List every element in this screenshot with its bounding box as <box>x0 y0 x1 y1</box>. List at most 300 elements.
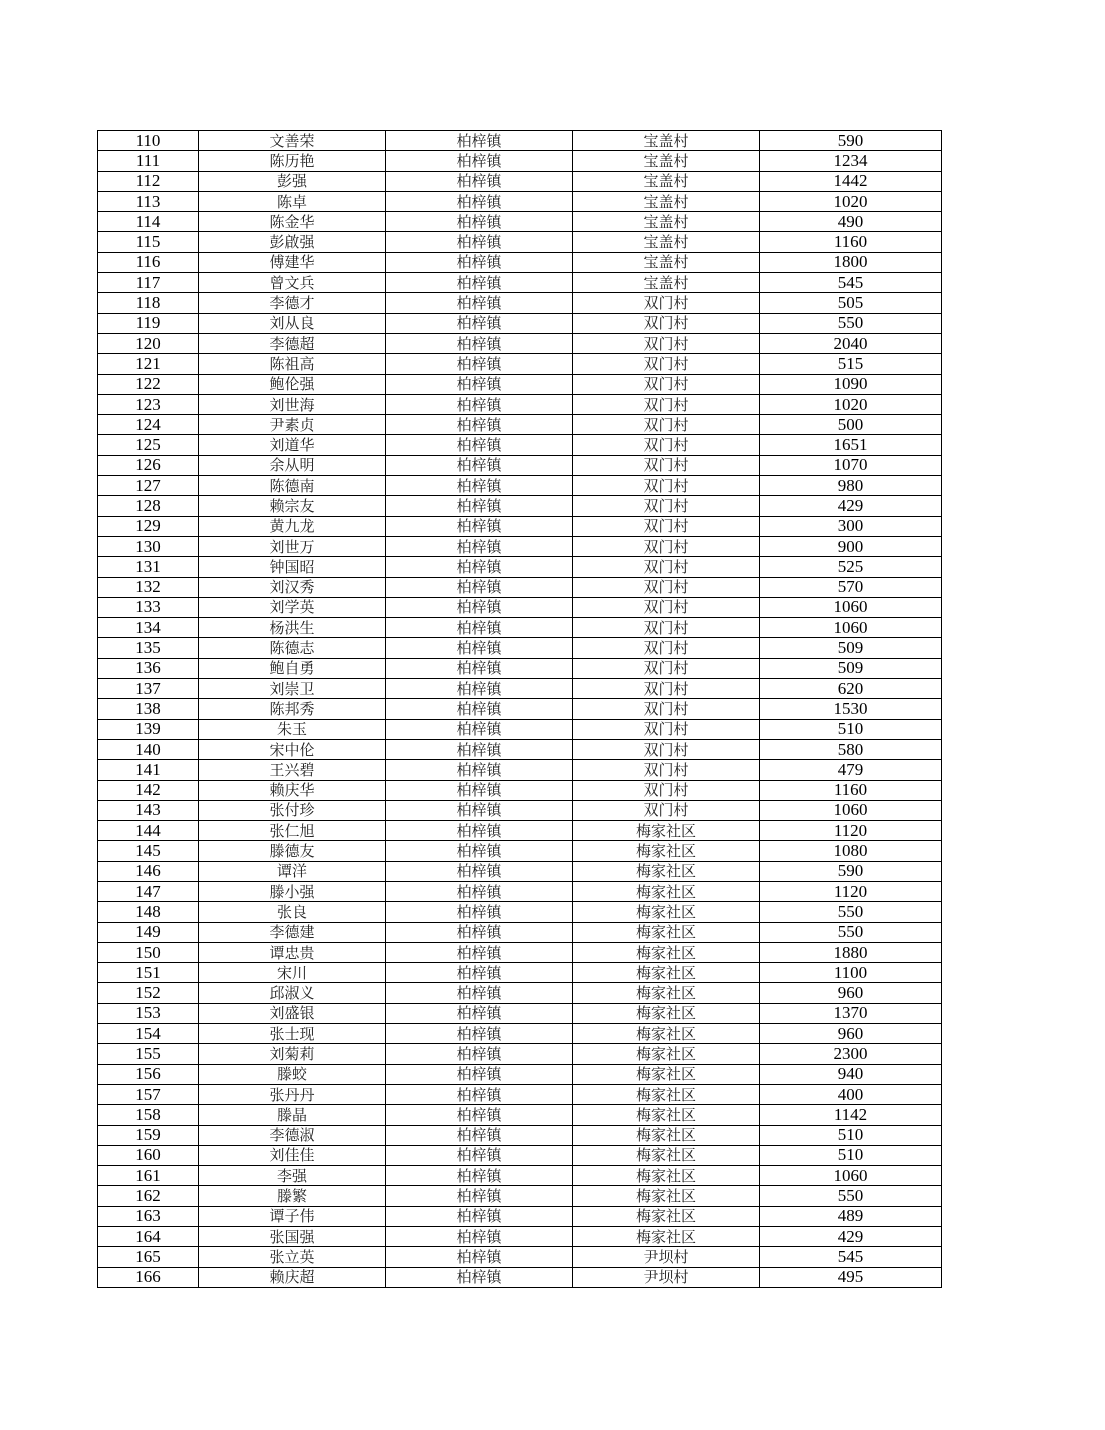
person-name-cell: 赖庆超 <box>199 1267 386 1287</box>
table-row <box>98 415 942 435</box>
village-name-cell: 双门村 <box>573 415 760 435</box>
table-row <box>98 1166 942 1186</box>
row-number-cell: 144 <box>98 821 199 841</box>
table-row <box>98 841 942 861</box>
person-name-cell: 刘世海 <box>199 394 386 414</box>
village-name-cell: 尹坝村 <box>573 1247 760 1267</box>
amount-value-cell: 545 <box>760 273 942 293</box>
row-number-cell: 110 <box>98 131 199 151</box>
town-name-cell: 柏梓镇 <box>386 131 573 151</box>
amount-value-cell: 509 <box>760 638 942 658</box>
table-row <box>98 861 942 881</box>
amount-value-cell: 1060 <box>760 597 942 617</box>
person-name-cell: 张国强 <box>199 1227 386 1247</box>
town-name-cell: 柏梓镇 <box>386 1145 573 1165</box>
row-number-cell: 129 <box>98 516 199 536</box>
town-name-cell: 柏梓镇 <box>386 1166 573 1186</box>
amount-value-cell: 1651 <box>760 435 942 455</box>
town-name-cell: 柏梓镇 <box>386 760 573 780</box>
amount-value-cell: 1442 <box>760 171 942 191</box>
amount-value-cell: 2040 <box>760 333 942 353</box>
village-name-cell: 梅家社区 <box>573 922 760 942</box>
village-name-cell: 双门村 <box>573 699 760 719</box>
row-number-cell: 146 <box>98 861 199 881</box>
table-row <box>98 1125 942 1145</box>
amount-value-cell: 479 <box>760 760 942 780</box>
village-name-cell: 宝盖村 <box>573 151 760 171</box>
village-name-cell: 双门村 <box>573 760 760 780</box>
person-name-cell: 王兴碧 <box>199 760 386 780</box>
person-name-cell: 滕蛟 <box>199 1064 386 1084</box>
amount-value-cell: 1530 <box>760 699 942 719</box>
person-name-cell: 张付珍 <box>199 800 386 820</box>
village-name-cell: 双门村 <box>573 354 760 374</box>
village-name-cell: 双门村 <box>573 536 760 556</box>
person-name-cell: 钟国昭 <box>199 557 386 577</box>
person-name-cell: 刘盛银 <box>199 1003 386 1023</box>
village-name-cell: 双门村 <box>573 638 760 658</box>
row-number-cell: 118 <box>98 293 199 313</box>
table-row <box>98 597 942 617</box>
town-name-cell: 柏梓镇 <box>386 699 573 719</box>
village-name-cell: 梅家社区 <box>573 1084 760 1104</box>
row-number-cell: 143 <box>98 800 199 820</box>
town-name-cell: 柏梓镇 <box>386 739 573 759</box>
table-row <box>98 1227 942 1247</box>
person-name-cell: 朱玉 <box>199 719 386 739</box>
row-number-cell: 130 <box>98 536 199 556</box>
town-name-cell: 柏梓镇 <box>386 171 573 191</box>
town-name-cell: 柏梓镇 <box>386 354 573 374</box>
amount-value-cell: 1070 <box>760 455 942 475</box>
row-number-cell: 128 <box>98 496 199 516</box>
person-name-cell: 陈德志 <box>199 638 386 658</box>
village-name-cell: 梅家社区 <box>573 983 760 1003</box>
person-name-cell: 余从明 <box>199 455 386 475</box>
village-name-cell: 双门村 <box>573 516 760 536</box>
row-number-cell: 155 <box>98 1044 199 1064</box>
town-name-cell: 柏梓镇 <box>386 719 573 739</box>
table-row <box>98 252 942 272</box>
row-number-cell: 151 <box>98 963 199 983</box>
row-number-cell: 114 <box>98 212 199 232</box>
person-name-cell: 尹素贞 <box>199 415 386 435</box>
town-name-cell: 柏梓镇 <box>386 232 573 252</box>
person-name-cell: 杨洪生 <box>199 618 386 638</box>
row-number-cell: 147 <box>98 881 199 901</box>
amount-value-cell: 510 <box>760 1125 942 1145</box>
town-name-cell: 柏梓镇 <box>386 618 573 638</box>
row-number-cell: 166 <box>98 1267 199 1287</box>
village-name-cell: 双门村 <box>573 374 760 394</box>
row-number-cell: 122 <box>98 374 199 394</box>
person-name-cell: 刘世万 <box>199 536 386 556</box>
amount-value-cell: 545 <box>760 1247 942 1267</box>
row-number-cell: 112 <box>98 171 199 191</box>
table-row <box>98 881 942 901</box>
village-name-cell: 宝盖村 <box>573 232 760 252</box>
table-row <box>98 1267 942 1287</box>
person-name-cell: 滕德友 <box>199 841 386 861</box>
person-name-cell: 刘菊莉 <box>199 1044 386 1064</box>
table-row <box>98 333 942 353</box>
amount-value-cell: 400 <box>760 1084 942 1104</box>
row-number-cell: 156 <box>98 1064 199 1084</box>
town-name-cell: 柏梓镇 <box>386 780 573 800</box>
town-name-cell: 柏梓镇 <box>386 597 573 617</box>
village-name-cell: 双门村 <box>573 496 760 516</box>
town-name-cell: 柏梓镇 <box>386 1206 573 1226</box>
town-name-cell: 柏梓镇 <box>386 293 573 313</box>
town-name-cell: 柏梓镇 <box>386 861 573 881</box>
row-number-cell: 163 <box>98 1206 199 1226</box>
village-name-cell: 双门村 <box>573 557 760 577</box>
amount-value-cell: 515 <box>760 354 942 374</box>
amount-value-cell: 2300 <box>760 1044 942 1064</box>
village-name-cell: 梅家社区 <box>573 841 760 861</box>
table-row <box>98 719 942 739</box>
town-name-cell: 柏梓镇 <box>386 333 573 353</box>
town-name-cell: 柏梓镇 <box>386 1227 573 1247</box>
row-number-cell: 131 <box>98 557 199 577</box>
village-name-cell: 梅家社区 <box>573 1186 760 1206</box>
row-number-cell: 132 <box>98 577 199 597</box>
person-name-cell: 李德才 <box>199 293 386 313</box>
town-name-cell: 柏梓镇 <box>386 1084 573 1104</box>
person-name-cell: 李德超 <box>199 333 386 353</box>
table-row <box>98 760 942 780</box>
table-row <box>98 800 942 820</box>
person-name-cell: 傅建华 <box>199 252 386 272</box>
person-name-cell: 张士现 <box>199 1024 386 1044</box>
row-number-cell: 145 <box>98 841 199 861</box>
table-body <box>98 131 942 1288</box>
amount-value-cell: 960 <box>760 983 942 1003</box>
table-row <box>98 699 942 719</box>
town-name-cell: 柏梓镇 <box>386 1003 573 1023</box>
town-name-cell: 柏梓镇 <box>386 557 573 577</box>
village-name-cell: 梅家社区 <box>573 1145 760 1165</box>
village-name-cell: 双门村 <box>573 679 760 699</box>
person-name-cell: 曾文兵 <box>199 273 386 293</box>
town-name-cell: 柏梓镇 <box>386 902 573 922</box>
amount-value-cell: 1120 <box>760 881 942 901</box>
amount-value-cell: 1100 <box>760 963 942 983</box>
row-number-cell: 158 <box>98 1105 199 1125</box>
person-name-cell: 陈金华 <box>199 212 386 232</box>
person-name-cell: 滕繁 <box>199 1186 386 1206</box>
table-row <box>98 638 942 658</box>
amount-value-cell: 509 <box>760 658 942 678</box>
row-number-cell: 164 <box>98 1227 199 1247</box>
village-name-cell: 宝盖村 <box>573 171 760 191</box>
person-name-cell: 彭强 <box>199 171 386 191</box>
table-row <box>98 1186 942 1206</box>
village-name-cell: 梅家社区 <box>573 1024 760 1044</box>
amount-value-cell: 590 <box>760 861 942 881</box>
village-name-cell: 双门村 <box>573 719 760 739</box>
town-name-cell: 柏梓镇 <box>386 273 573 293</box>
town-name-cell: 柏梓镇 <box>386 394 573 414</box>
village-name-cell: 双门村 <box>573 618 760 638</box>
amount-value-cell: 590 <box>760 131 942 151</box>
table-row <box>98 313 942 333</box>
table-row <box>98 394 942 414</box>
table-row <box>98 212 942 232</box>
town-name-cell: 柏梓镇 <box>386 476 573 496</box>
person-name-cell: 宋中伦 <box>199 739 386 759</box>
amount-value-cell: 1060 <box>760 1166 942 1186</box>
village-name-cell: 尹坝村 <box>573 1267 760 1287</box>
amount-value-cell: 960 <box>760 1024 942 1044</box>
row-number-cell: 149 <box>98 922 199 942</box>
amount-value-cell: 570 <box>760 577 942 597</box>
table-row <box>98 983 942 1003</box>
village-name-cell: 双门村 <box>573 597 760 617</box>
village-name-cell: 双门村 <box>573 780 760 800</box>
amount-value-cell: 490 <box>760 212 942 232</box>
town-name-cell: 柏梓镇 <box>386 577 573 597</box>
person-name-cell: 李德淑 <box>199 1125 386 1145</box>
row-number-cell: 136 <box>98 658 199 678</box>
person-name-cell: 文善荣 <box>199 131 386 151</box>
village-name-cell: 双门村 <box>573 455 760 475</box>
person-name-cell: 滕小强 <box>199 881 386 901</box>
row-number-cell: 117 <box>98 273 199 293</box>
data-table <box>97 130 942 1288</box>
person-name-cell: 鲍伦强 <box>199 374 386 394</box>
person-name-cell: 张丹丹 <box>199 1084 386 1104</box>
row-number-cell: 165 <box>98 1247 199 1267</box>
town-name-cell: 柏梓镇 <box>386 841 573 861</box>
table-row <box>98 1105 942 1125</box>
town-name-cell: 柏梓镇 <box>386 1044 573 1064</box>
town-name-cell: 柏梓镇 <box>386 881 573 901</box>
person-name-cell: 赖宗友 <box>199 496 386 516</box>
row-number-cell: 116 <box>98 252 199 272</box>
row-number-cell: 113 <box>98 191 199 211</box>
village-name-cell: 宝盖村 <box>573 212 760 232</box>
town-name-cell: 柏梓镇 <box>386 963 573 983</box>
table-row <box>98 679 942 699</box>
table-row <box>98 1064 942 1084</box>
row-number-cell: 120 <box>98 333 199 353</box>
village-name-cell: 梅家社区 <box>573 1206 760 1226</box>
town-name-cell: 柏梓镇 <box>386 496 573 516</box>
table-row <box>98 577 942 597</box>
row-number-cell: 141 <box>98 760 199 780</box>
person-name-cell: 宋川 <box>199 963 386 983</box>
village-name-cell: 梅家社区 <box>573 881 760 901</box>
row-number-cell: 133 <box>98 597 199 617</box>
amount-value-cell: 1800 <box>760 252 942 272</box>
table-row <box>98 922 942 942</box>
town-name-cell: 柏梓镇 <box>386 191 573 211</box>
person-name-cell: 张良 <box>199 902 386 922</box>
town-name-cell: 柏梓镇 <box>386 374 573 394</box>
town-name-cell: 柏梓镇 <box>386 536 573 556</box>
row-number-cell: 152 <box>98 983 199 1003</box>
person-name-cell: 刘道华 <box>199 435 386 455</box>
person-name-cell: 张仁旭 <box>199 821 386 841</box>
amount-value-cell: 550 <box>760 902 942 922</box>
amount-value-cell: 300 <box>760 516 942 536</box>
table-row <box>98 1206 942 1226</box>
village-name-cell: 双门村 <box>573 658 760 678</box>
table-row <box>98 374 942 394</box>
row-number-cell: 134 <box>98 618 199 638</box>
table-row <box>98 821 942 841</box>
person-name-cell: 彭啟强 <box>199 232 386 252</box>
table-row <box>98 1024 942 1044</box>
table-row <box>98 171 942 191</box>
amount-value-cell: 1142 <box>760 1105 942 1125</box>
table-row <box>98 476 942 496</box>
amount-value-cell: 550 <box>760 922 942 942</box>
table-row <box>98 354 942 374</box>
town-name-cell: 柏梓镇 <box>386 313 573 333</box>
row-number-cell: 127 <box>98 476 199 496</box>
town-name-cell: 柏梓镇 <box>386 983 573 1003</box>
town-name-cell: 柏梓镇 <box>386 435 573 455</box>
table-row <box>98 273 942 293</box>
person-name-cell: 张立英 <box>199 1247 386 1267</box>
village-name-cell: 宝盖村 <box>573 191 760 211</box>
village-name-cell: 梅家社区 <box>573 1064 760 1084</box>
town-name-cell: 柏梓镇 <box>386 922 573 942</box>
town-name-cell: 柏梓镇 <box>386 1247 573 1267</box>
table-row <box>98 191 942 211</box>
person-name-cell: 陈历艳 <box>199 151 386 171</box>
row-number-cell: 125 <box>98 435 199 455</box>
row-number-cell: 137 <box>98 679 199 699</box>
table-row <box>98 1145 942 1165</box>
village-name-cell: 宝盖村 <box>573 273 760 293</box>
amount-value-cell: 429 <box>760 496 942 516</box>
table-row <box>98 658 942 678</box>
amount-value-cell: 489 <box>760 1206 942 1226</box>
table-row <box>98 455 942 475</box>
person-name-cell: 邱淑义 <box>199 983 386 1003</box>
person-name-cell: 刘汉秀 <box>199 577 386 597</box>
town-name-cell: 柏梓镇 <box>386 942 573 962</box>
table-row <box>98 293 942 313</box>
amount-value-cell: 620 <box>760 679 942 699</box>
person-name-cell: 滕晶 <box>199 1105 386 1125</box>
table-row <box>98 739 942 759</box>
amount-value-cell: 900 <box>760 536 942 556</box>
row-number-cell: 139 <box>98 719 199 739</box>
table-row <box>98 1044 942 1064</box>
amount-value-cell: 1880 <box>760 942 942 962</box>
table-row <box>98 1084 942 1104</box>
town-name-cell: 柏梓镇 <box>386 821 573 841</box>
row-number-cell: 135 <box>98 638 199 658</box>
person-name-cell: 陈邦秀 <box>199 699 386 719</box>
table-row <box>98 435 942 455</box>
village-name-cell: 宝盖村 <box>573 131 760 151</box>
village-name-cell: 双门村 <box>573 800 760 820</box>
table-row <box>98 1247 942 1267</box>
amount-value-cell: 1090 <box>760 374 942 394</box>
person-name-cell: 刘崇卫 <box>199 679 386 699</box>
person-name-cell: 赖庆华 <box>199 780 386 800</box>
table-row <box>98 131 942 151</box>
village-name-cell: 梅家社区 <box>573 861 760 881</box>
table-row <box>98 516 942 536</box>
amount-value-cell: 510 <box>760 719 942 739</box>
amount-value-cell: 940 <box>760 1064 942 1084</box>
town-name-cell: 柏梓镇 <box>386 800 573 820</box>
village-name-cell: 梅家社区 <box>573 1003 760 1023</box>
amount-value-cell: 500 <box>760 415 942 435</box>
amount-value-cell: 1060 <box>760 618 942 638</box>
town-name-cell: 柏梓镇 <box>386 658 573 678</box>
village-name-cell: 梅家社区 <box>573 1044 760 1064</box>
row-number-cell: 121 <box>98 354 199 374</box>
village-name-cell: 梅家社区 <box>573 1105 760 1125</box>
amount-value-cell: 550 <box>760 1186 942 1206</box>
town-name-cell: 柏梓镇 <box>386 638 573 658</box>
amount-value-cell: 1370 <box>760 1003 942 1023</box>
row-number-cell: 161 <box>98 1166 199 1186</box>
table-row <box>98 536 942 556</box>
row-number-cell: 162 <box>98 1186 199 1206</box>
person-name-cell: 谭洋 <box>199 861 386 881</box>
amount-value-cell: 429 <box>760 1227 942 1247</box>
village-name-cell: 双门村 <box>573 739 760 759</box>
table-row <box>98 963 942 983</box>
village-name-cell: 双门村 <box>573 333 760 353</box>
person-name-cell: 黄九龙 <box>199 516 386 536</box>
amount-value-cell: 1060 <box>760 800 942 820</box>
village-name-cell: 宝盖村 <box>573 252 760 272</box>
table-row <box>98 557 942 577</box>
person-name-cell: 李德建 <box>199 922 386 942</box>
table-row <box>98 151 942 171</box>
village-name-cell: 双门村 <box>573 435 760 455</box>
village-name-cell: 梅家社区 <box>573 821 760 841</box>
village-name-cell: 梅家社区 <box>573 1227 760 1247</box>
amount-value-cell: 550 <box>760 313 942 333</box>
amount-value-cell: 1020 <box>760 394 942 414</box>
person-name-cell: 陈祖高 <box>199 354 386 374</box>
town-name-cell: 柏梓镇 <box>386 252 573 272</box>
row-number-cell: 153 <box>98 1003 199 1023</box>
person-name-cell: 陈卓 <box>199 191 386 211</box>
row-number-cell: 154 <box>98 1024 199 1044</box>
amount-value-cell: 1234 <box>760 151 942 171</box>
row-number-cell: 115 <box>98 232 199 252</box>
town-name-cell: 柏梓镇 <box>386 679 573 699</box>
village-name-cell: 梅家社区 <box>573 902 760 922</box>
row-number-cell: 124 <box>98 415 199 435</box>
village-name-cell: 梅家社区 <box>573 1125 760 1145</box>
town-name-cell: 柏梓镇 <box>386 151 573 171</box>
amount-value-cell: 510 <box>760 1145 942 1165</box>
row-number-cell: 140 <box>98 739 199 759</box>
person-name-cell: 鲍自勇 <box>199 658 386 678</box>
amount-value-cell: 1160 <box>760 232 942 252</box>
town-name-cell: 柏梓镇 <box>386 1064 573 1084</box>
table-row <box>98 1003 942 1023</box>
amount-value-cell: 525 <box>760 557 942 577</box>
town-name-cell: 柏梓镇 <box>386 455 573 475</box>
village-name-cell: 梅家社区 <box>573 963 760 983</box>
row-number-cell: 159 <box>98 1125 199 1145</box>
row-number-cell: 123 <box>98 394 199 414</box>
person-name-cell: 陈德南 <box>199 476 386 496</box>
